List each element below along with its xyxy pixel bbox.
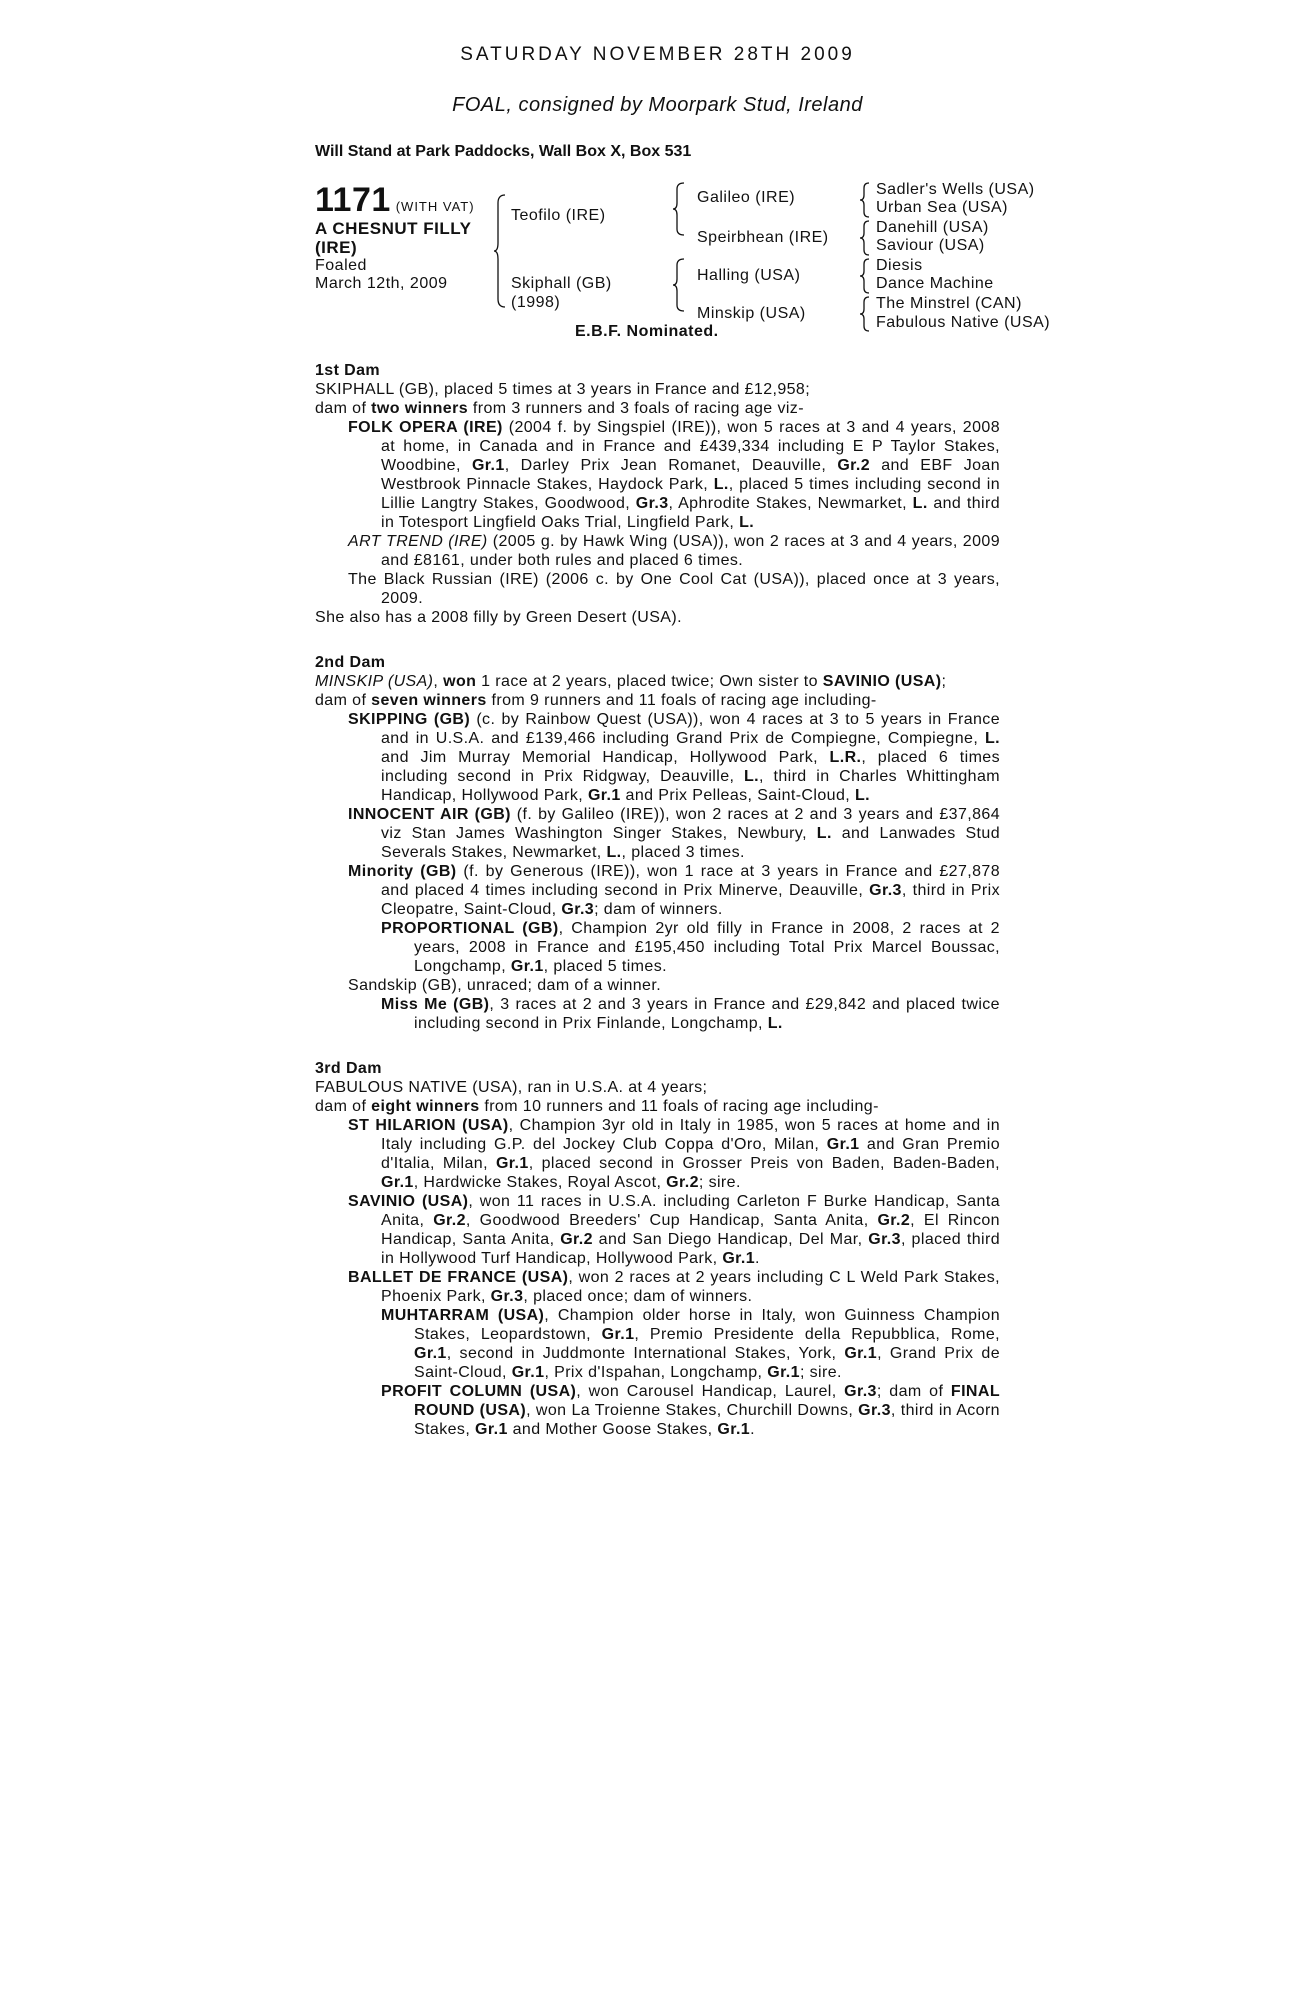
produce-entry: FOLK OPERA (IRE) (2004 f. by Singspiel (IRE)), won 5 races at 3 and 4 years, 2008 at home, in Canada and in France and £439,334 including E P Taylor Stakes, Woodbine, Gr.1, Darley Prix Jean Romanet, Deauville, Gr.2 and EBF Joan Westbrook Pinnacle Stakes, Haydock Park, L., placed 5 times including second in Lillie Langtry Stakes, Goodwood, Gr.3, Aphrodite Stakes, Newmarket, L. and third in Totesport Lingfield Oaks Trial, Lingfield Park, L. — [348, 419, 1001, 531]
g3-ddd: Fabulous Native (USA) — [876, 314, 1051, 331]
stand-location: Will Stand at Park Paddocks, Wall Box X, Box 531 — [315, 143, 692, 160]
second-dam-line: MINSKIP (USA), won 1 race at 2 years, placed twice; Own sister to SAVINIO (USA); — [315, 673, 947, 690]
brace-g3-2 — [859, 219, 871, 257]
produce-entry: ST HILARION (USA), Champion 3yr old in Italy in 1985, won 5 races at home and in Italy including G.P. del Jockey Club Coppa d'Oro, Milan, Gr.1 and Gran Premio d'Italia, Milan, Gr.1, placed second in Grosser Preis von Baden, Baden-Baden, Gr.1, Hardwicke Stakes, Royal Ascot, Gr.2; sire. — [348, 1117, 1000, 1191]
pedigree-table — [315, 181, 1051, 340]
dam-line-brace — [672, 257, 686, 313]
first-dam-section — [315, 361, 1000, 627]
g3-sds: Danehill (USA) — [876, 219, 989, 236]
first-dam-produce-line: dam of two winners from 3 runners and 3 foals of racing age viz- — [315, 400, 804, 417]
vat-note: (WITH VAT) — [395, 199, 475, 214]
g3-dss: Diesis — [876, 257, 923, 274]
consignment-line: FOAL, consigned by Moorpark Stud, Ireland — [452, 94, 863, 116]
produce-entry: Minority (GB) (f. by Generous (IRE)), won 1 race at 3 years in France and £27,878 and placed 4 times including second in Prix Minerve, Deauville, Gr.3, third in Prix Cleopatre, Saint-Cloud, Gr.3; dam of winners. — [348, 863, 1000, 918]
second-dam-heading: 2nd Dam — [315, 654, 386, 671]
sire: Teofilo (IRE) — [511, 207, 606, 224]
third-dam-produce-line: dam of eight winners from 10 runners and 11 foals of racing age including- — [315, 1098, 879, 1115]
produce-entry: MUHTARRAM (USA), Champion older horse in Italy, won Guinness Champion Stakes, Leopardstown, Gr.1, Premio Presidente della Repubblica, Rome, Gr.1, second in Juddmonte International Stakes, York, Gr.1, Grand Prix de Saint-Cloud, Gr.1, Prix d'Ispahan, Longchamp, Gr.1; sire. — [381, 1307, 1001, 1381]
g3-ssd: Urban Sea (USA) — [876, 199, 1008, 216]
sire-sire: Galileo (IRE) — [697, 189, 796, 206]
produce-entry: BALLET DE FRANCE (USA), won 2 races at 2 years including C L Weld Park Stakes, Phoenix Park, Gr.3, placed once; dam of winners. — [348, 1269, 1000, 1305]
produce-entry: Sandskip (GB), unraced; dam of a winner. — [348, 977, 662, 994]
third-dam-section — [315, 1059, 1000, 1439]
brace-g3-4 — [859, 295, 871, 333]
second-dam-produce-line: dam of seven winners from 9 runners and 11 foals of racing age including- — [315, 692, 877, 709]
first-dam-line: SKIPHALL (GB), placed 5 times at 3 years in France and £12,958; — [315, 381, 811, 398]
lot-number: 1171 — [315, 181, 391, 219]
produce-entry: SAVINIO (USA), won 11 races in U.S.A. including Carleton F Burke Handicap, Santa Anita, Gr.2, Goodwood Breeders' Cup Handicap, Santa Anita, Gr.2, El Rincon Handicap, Santa Anita, Gr.2 and San Diego Handicap, Del Mar, Gr.3, placed third in Hollywood Turf Handicap, Hollywood Park, Gr.1. — [348, 1193, 1001, 1267]
third-dam-heading: 3rd Dam — [315, 1060, 382, 1077]
g3-sss: Sadler's Wells (USA) — [876, 181, 1035, 198]
dam-dam: Minskip (USA) — [697, 305, 806, 322]
produce-entry: Miss Me (GB), 3 races at 2 and 3 years in France and £29,842 and placed twice including second in Prix Finlande, Longchamp, L. — [381, 996, 1000, 1032]
produce-entry: PROFIT COLUMN (USA), won Carousel Handicap, Laurel, Gr.3; dam of FINAL ROUND (USA), won La Troienne Stakes, Churchill Downs, Gr.3, third in Acorn Stakes, Gr.1 and Mother Goose Stakes, Gr.1. — [381, 1383, 1000, 1438]
sire-dam-brace — [493, 193, 507, 309]
foaled-date: March 12th, 2009 — [315, 275, 448, 292]
foaled-label: Foaled — [315, 257, 367, 274]
g3-dsd: Dance Machine — [876, 275, 994, 292]
g3-sdd: Saviour (USA) — [876, 237, 985, 254]
third-dam-line: FABULOUS NATIVE (USA), ran in U.S.A. at 4 years; — [315, 1079, 708, 1096]
ebf-nomination: E.B.F. Nominated. — [575, 323, 719, 340]
dam-sire: Halling (USA) — [697, 267, 801, 284]
produce-note: She also has a 2008 filly by Green Desert (USA). — [315, 609, 682, 626]
sire-dam: Speirbhean (IRE) — [697, 229, 829, 246]
brace-g3-1 — [859, 181, 871, 219]
produce-entry: PROPORTIONAL (GB), Champion 2yr old filly in France in 2008, 2 races at 2 years, 2008 in France and £195,450 including Total Prix Marcel Boussac, Longchamp, Gr.1, placed 5 times. — [381, 920, 1000, 975]
g3-dds: The Minstrel (CAN) — [876, 295, 1022, 312]
horse-description: A CHESNUT FILLY — [315, 219, 472, 238]
dam-year: (1998) — [511, 294, 561, 311]
produce-entry: INNOCENT AIR (GB) (f. by Galileo (IRE)), won 2 races at 2 and 3 years and £37,864 viz Stan James Washington Singer Stakes, Newbury, L. and Lanwades Stud Severals Stakes, Newmarket, L., placed 3 times. — [348, 806, 1000, 861]
catalogue-page — [315, 44, 1051, 1439]
first-dam-heading: 1st Dam — [315, 362, 381, 379]
sale-date: SATURDAY NOVEMBER 28TH 2009 — [460, 44, 855, 65]
lot-number-row — [315, 181, 475, 220]
dam: Skiphall (GB) — [511, 275, 612, 292]
produce-entry: SKIPPING (GB) (c. by Rainbow Quest (USA)), won 4 races at 3 to 5 years in France and in U.S.A. and £139,466 including Grand Prix de Compiegne, Compiegne, L. and Jim Murray Memorial Handicap, Hollywood Park, L.R., placed 6 times including second in Prix Ridgway, Deauville, L., third in Charles Whittingham Handicap, Hollywood Park, Gr.1 and Prix Pelleas, Saint-Cloud, L. — [348, 711, 1000, 804]
sire-line-brace — [672, 181, 686, 237]
produce-entry: The Black Russian (IRE) (2006 c. by One Cool Cat (USA)), placed once at 3 years, 2009. — [348, 571, 1000, 607]
second-dam-section — [315, 653, 1000, 1033]
produce-entry: ART TREND (IRE) (2005 g. by Hawk Wing (USA)), won 2 races at 3 and 4 years, 2009 and £8161, under both rules and placed 6 times. — [348, 533, 1000, 569]
horse-origin: (IRE) — [315, 238, 358, 257]
brace-g3-3 — [859, 257, 871, 295]
